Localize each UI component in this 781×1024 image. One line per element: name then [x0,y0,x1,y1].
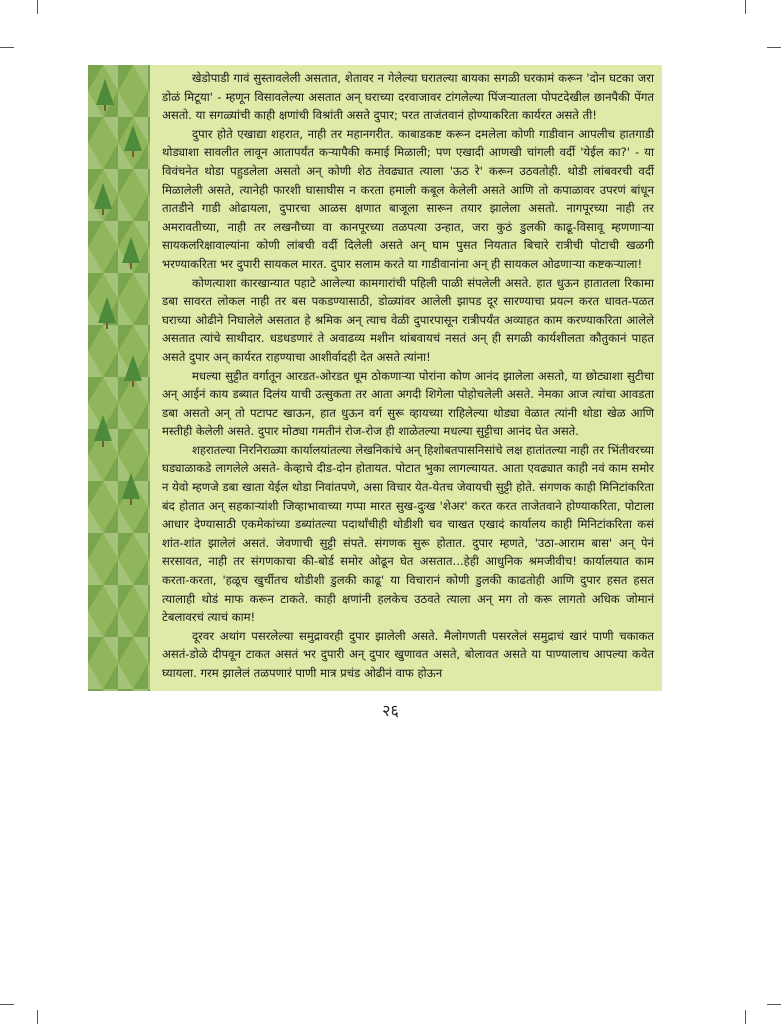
tree-icon [124,125,142,151]
paragraph: दुपार होते एखाद्या शहरात, नाही तर महानगरीत. काबाडकष्ट करून दमलेला कोणी गाडीवान आपलीच हातगाडी थोड्याशा सावलीत लावून आतापर्यंत कऱ्यापैकी कमाई मिळाली; पण एखादी आणखी चांगली वर्दी 'येईल का?' - या विवंचनेत थोडा पहुडलेला असतो अन् कोणी शेठ तेवढ्यात त्याला 'ऊठ रे' करून उठवतोही. थोडी लांबवरची वर्दी मिळालेली असते, त्यानेही फारशी घासाघीस न करता हमाली कबूल केलेली असते आणि तो कपाळावर उपरणं बांधून तातडीने गाडी ओढायला, दुपारचा आळस क्षणात बाजूला सारून तयार झालेला असतो. नागपूरच्या नाही तर अमरावतीच्या, नाही तर लखनौच्या वा कानपूरच्या तळपत्या उन्हात, जरा कुठं डुलकी काढू-विसावू म्हणणाऱ्या सायकलरिक्षावाल्यांना कोणी लांबची वर्दी दिलेली असते अन् घाम पुसत नियतात बिचारे रात्रीची पोटाची खळगी भरण्याकरिता भर दुपारी सायकल मारत. दुपार सलाम करते या गाडीवानांना अन् ही सायकल ओढणाऱ्या कष्टकऱ्याला! [162,126,654,271]
tree-icon [122,237,140,263]
crop-mark-bottom-left [37,1010,38,1024]
paragraph: खेडोपाडी गावं सुस्तावलेली असतात, शेतावर न गेलेल्या घरातल्या बायका सगळी घरकामं करून 'दोन घटका जरा डोळं मिटूया' - म्हणून विसावलेल्या असतात अन् घराच्या दरवाजावर टांगलेल्या पिंजऱ्यातला पोपटदेखील छानपैकी पेंगत असतो. या सगळ्यांची काही क्षणांची विश्रांती असते दुपार; परत ताजंतवानं होण्याकरिता कार्यरत असते ती! [162,71,654,123]
paragraph: शहरातल्या निरनिराळ्या कार्यालयांतल्या लेखनिकांचे अन् हिशोबतपासनिसांचे लक्ष हातांतल्या नाही तर भिंतीवरच्या घड्याळाकडे लागलेले असते- केव्हाचे दीड-दोन होतायत. पोटात भुका लागल्यायत. आता एवढ्यात काही नवं काम समोर न येवो म्हणजे डबा खाता येईल थोडा निवांतपणे, असा विचार येत-येतच जेवायची सुट्टी होते. संगणक काही मिनिटांकरिता बंद होतात अन् सहकाऱ्यांशी जिव्हाभावाच्या गप्पा मारत सुख-दुःख 'शेअर' करत करत ताजेतवाने होण्याकरिता, पोटाला आधार देण्यासाठी एकमेकांच्या डब्यांतल्या पदार्थांचीही थोडीशी चव चाखत एखादं कार्यालय काही मिनिटांकरिता कसं शांत-शांत झालेलं असतं. जेवणाची सुट्टी संपते. संगणक सुरू होतात. दुपार म्हणते, 'उठा-आराम बास' अन् पेनं सरसावत, नाही तर संगणकाचा की-बोर्ड समोर ओढून घेत असतात...हेही आधुनिक श्रमजीवीच! कार्यालयात काम करता-करता, 'हळूच खुर्चीतच थोडीशी डुलकी काढू' या विचारानं कोणी डुलकी काढतोही आणि दुपार हसत हसत त्यालाही थोडं माफ करून टाकते. काही क्षणांनी हलकेच उठवते त्याला अन् मग तो करू लागतो अधिक जोमानं टेबलावरचं त्याचं काम! [162,442,654,625]
paragraph: दूरवर अथांग पसरलेल्या समुद्रावरही दुपार झालेली असते. मैलोगणती पसरलेलं समुद्राचं खारं पाणी चकाकत असतं-डोळे दीपवून टाकत असतं भर दुपारी अन् दुपार खुणावत असते, बोलावत असते या पाण्यालाच आपल्या कवेत घ्यायला. गरम झालेलं तळपणारं पाणी मात्र प्रचंड ओढीनं वाफ होऊन [162,628,654,680]
crop-mark-top-right [745,0,746,14]
tree-icon [96,79,114,105]
tree-icon [94,183,112,209]
tree-icon [124,355,142,381]
page-number: २६ [382,701,399,720]
crop-mark-bottom-right [745,1010,746,1024]
paragraph: मधल्या सुट्टीत वर्गातून आरडत-ओरडत धूम ठोकणाऱ्या पोरांना कोण आनंद झालेला असतो, या छोट्याशा सुटीचा अन् आईनं काय डब्यात दिलंय याची उत्सुकता तर आता अगदी शिगेला पोहोचलेली असते. नेमका आज त्यांचा आवडता डबा असतो अन् तो पटापट खाऊन, हात धुऊन वर्ग सुरू व्हायच्या राहिलेल्या थोड्या वेळात त्यांनी थोडा खेळ आणि मस्तीही केलेली असते. दुपार मोठ्या गमतीनं रोज-रोज ही शाळेतल्या मधल्या सुट्टीचा आनंद घेत असते. [162,368,654,439]
crop-mark-left-bottom [0,1004,14,1005]
crop-mark-right-top [767,47,781,48]
crop-mark-right-bottom [767,1004,781,1005]
decorative-tree-strip [88,65,150,691]
tree-icon [94,415,112,441]
tree-icon [98,297,116,323]
crop-mark-left-top [0,47,14,48]
tree-icon [122,473,140,499]
crop-mark-top-left [37,0,38,14]
body-text [162,69,654,683]
paragraph: कोणत्याशा कारखान्यात पहाटे आलेल्या कामगारांची पहिली पाळी संपलेली असते. हात धुऊन हातातला रिकामा डबा सावरत लोकल नाही तर बस पकडण्यासाठी, डोळ्यांवर आलेली झापड दूर सारण्याचा प्रयत्न करत धावत-पळत घराच्या ओढीने निघालेले असतात हे श्रमिक अन् त्याच वेळी दुपारपासून रात्रीपर्यंत अव्याहत काम करण्याकरिता आलेले असतात त्यांचे साथीदार. धडधडणारं ते अवाढव्य मशीन थांबवायचं नसतं अन् ही सगळी कार्यशीलता कौतुकानं पाहत असते दुपार अन् कार्यरत राहण्याचा आशीर्वादही देत असते त्यांना! [162,275,654,364]
